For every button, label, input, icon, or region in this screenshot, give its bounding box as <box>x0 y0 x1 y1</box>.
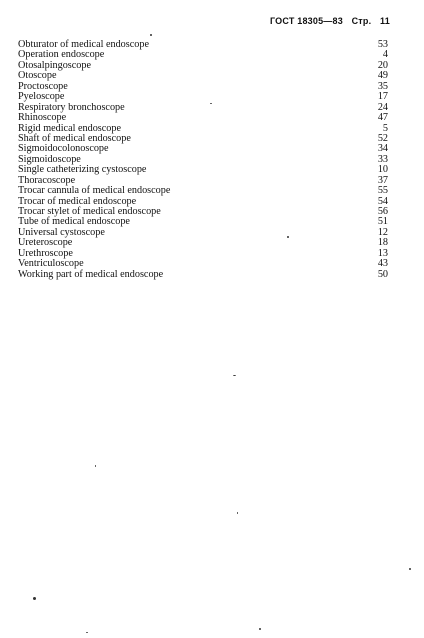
index-term: Shaft of medical endoscope <box>18 132 131 144</box>
index-term: Sigmoidocolonoscope <box>18 143 109 155</box>
page-number: 11 <box>380 16 390 26</box>
index-number: 17 <box>377 91 388 103</box>
index-number: 55 <box>377 185 388 197</box>
list-item <box>18 82 388 92</box>
index-term: Pyeloscope <box>18 91 65 103</box>
index-term: Otosalpingoscope <box>18 59 91 71</box>
index-term: Single catheterizing cystoscope <box>18 164 147 176</box>
index-number: 35 <box>377 80 388 92</box>
scan-speck <box>259 628 261 630</box>
index-term: Tube of medical endoscope <box>18 216 130 228</box>
index-number: 33 <box>377 153 388 165</box>
index-term: Universal cystoscope <box>18 226 105 238</box>
scan-speck <box>409 568 411 570</box>
index-term: Operation endoscope <box>18 49 105 61</box>
index-term: Ventriculoscope <box>18 258 84 270</box>
index-number: 54 <box>377 195 388 207</box>
scan-speck <box>210 103 212 104</box>
index-term: Obturator of medical endoscope <box>18 39 149 50</box>
scan-speck <box>150 34 152 36</box>
index-number: 37 <box>377 174 388 186</box>
index-number: 53 <box>377 39 388 50</box>
scan-speck <box>86 632 88 633</box>
index-number: 10 <box>377 164 388 176</box>
index-number: 24 <box>377 101 388 113</box>
index-term: Thoracoscope <box>18 174 76 186</box>
index-number: 18 <box>377 237 388 249</box>
index-term: Rhinoscope <box>18 112 67 124</box>
list-item <box>18 71 388 81</box>
index-term: Trocar stylet of medical endoscope <box>18 206 161 217</box>
list-item <box>18 228 388 238</box>
index-term: Trocar of medical endoscope <box>18 195 137 207</box>
index-number: 49 <box>377 70 388 82</box>
index-number: 34 <box>377 143 388 155</box>
index-term: Ureteroscope <box>18 237 73 249</box>
index-number: 5 <box>382 122 388 134</box>
term-index-list <box>18 40 388 280</box>
list-item <box>18 238 388 248</box>
index-number: 12 <box>377 226 388 238</box>
list-item <box>18 61 388 71</box>
index-number: 13 <box>377 247 388 259</box>
index-number: 4 <box>382 49 388 61</box>
index-term: Proctoscope <box>18 80 68 92</box>
scan-speck <box>95 465 96 467</box>
index-term: Sigmoidoscope <box>18 153 81 165</box>
page-label: Стр. <box>351 16 372 26</box>
index-number: 43 <box>377 258 388 270</box>
index-term: Otoscope <box>18 70 57 82</box>
index-term: Rigid medical endoscope <box>18 122 121 134</box>
index-number: 50 <box>377 268 388 280</box>
scan-speck <box>33 597 36 600</box>
list-item <box>18 113 388 123</box>
list-item <box>18 270 388 280</box>
page-header <box>270 16 396 26</box>
list-item <box>18 186 388 196</box>
index-number: 56 <box>377 206 388 217</box>
index-term: Trocar cannula of medical endoscope <box>18 185 171 197</box>
standard-designation: ГОСТ 18305—83 <box>270 16 343 26</box>
index-term: Working part of medical endoscope <box>18 268 164 280</box>
scan-speck <box>237 512 238 514</box>
scan-speck <box>287 236 289 238</box>
index-number: 47 <box>377 112 388 124</box>
list-item <box>18 103 388 113</box>
index-number: 52 <box>377 132 388 144</box>
index-number: 51 <box>377 216 388 228</box>
scan-speck <box>233 375 236 376</box>
index-number: 20 <box>377 59 388 71</box>
index-term: Respiratory bronchoscope <box>18 101 125 113</box>
index-term: Urethroscope <box>18 247 73 259</box>
